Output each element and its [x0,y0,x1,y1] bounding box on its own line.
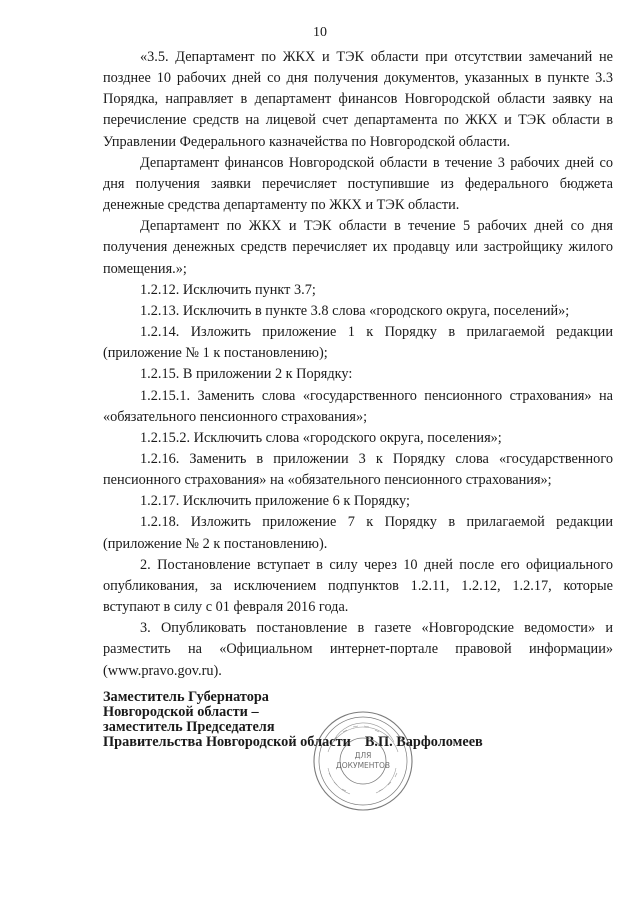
paragraph-zhkh-transfer: Департамент по ЖКХ и ТЭК области в течение 5 рабочих дней со дня получения денежных средств перечисляет их продавцу или застройщику жилого помещения.»; [103,218,613,277]
page-number: 10 [313,25,327,40]
paragraph-3-publication: 3. Опубликовать постановление в газете «Новгородские ведомости» и разместить на «Официальном интернет-портале правовой информации» (www.pravo.gov.ru). [103,620,613,679]
signature-title-line2: Новгородской области – [103,704,259,720]
paragraph-1-2-15-2: 1.2.15.2. Исключить слова «городского округа, поселения»; [140,429,502,446]
paragraph-3-5: «3.5. Департамент по ЖКХ и ТЭК области при отсутствии замечаний не позднее 10 рабочих дней со дня получения документов, указанных в пункте 3.3 Порядка, направляет в департамент финансов Новгородской области заявку на перечисление средств на лицевой счет департамента по ЖКХ и ТЭК области в Управлении Федерального казначейства по Новгородской области. [103,49,613,150]
signature-title-line1: Заместитель Губернатора [103,689,269,705]
paragraph-1-2-12: 1.2.12. Исключить пункт 3.7; [140,281,316,298]
stamp-text-top: ДЛЯ [354,751,372,760]
paragraph-1-2-14: 1.2.14. Изложить приложение 1 к Порядку в прилагаемой редакции (приложение № 1 к постановлению); [103,324,613,362]
paragraph-1-2-15: 1.2.15. В приложении 2 к Порядку: [140,366,353,383]
paragraph-1-2-13: 1.2.13. Исключить в пункте 3.8 слова «городского округа, поселений»; [140,302,570,319]
paragraph-1-2-17: 1.2.17. Исключить приложение 6 к Порядку; [140,493,410,510]
paragraph-1-2-16: 1.2.16. Заменить в приложении 3 к Порядку слова «государственного пенсионного страхования» на «обязательного пенсионного страхования»; [103,450,613,489]
signature-block [103,690,623,750]
signature-title-line3: заместитель Председателя [103,719,275,735]
signature-title-text: Правительства Новгородской области [103,734,351,750]
paragraph-finance-dept: Департамент финансов Новгородской области в течение 3 рабочих дней со дня получения заявки перечисляет поступившие из федерального бюджета денежные средства департаменту по ЖКХ и ТЭК области. [103,154,613,214]
signature-title-line4 [103,735,623,750]
paragraph-1-2-18: 1.2.18. Изложить приложение 7 к Порядку в прилагаемой редакции (приложение № 2 к постановлению). [103,514,613,552]
paragraph-2-effective-date: 2. Постановление вступает в силу через 10 дней после его официального опубликования, за исключением подпунктов 1.2.11, 1.2.12, 1.2.17, которые вступают в силу с 01 февраля 2016 года. [103,556,613,616]
document-body [103,47,613,682]
paragraph-1-2-15-1: 1.2.15.1. Заменить слова «государственного пенсионного страхования» на «обязательного пенсионного страхования»; [103,387,613,425]
stamp-text-bottom: ДОКУМЕНТОВ [335,761,391,770]
signatory-name: В.П. Варфоломеев [364,734,483,750]
